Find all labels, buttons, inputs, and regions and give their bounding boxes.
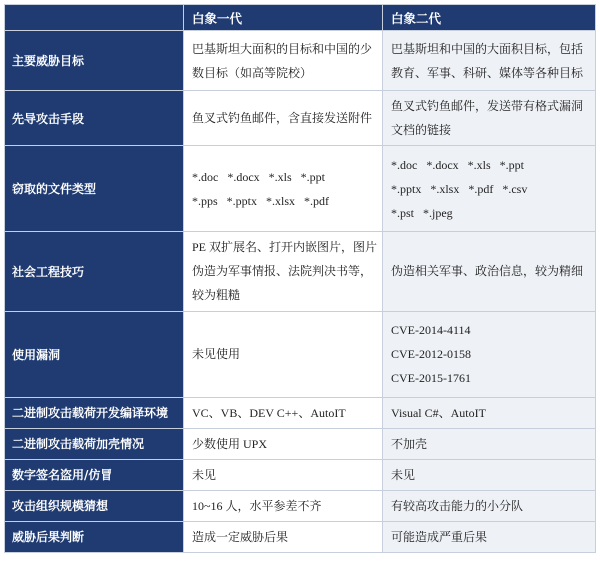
gen2-cell-line: *.doc *.docx *.xls *.ppt xyxy=(391,157,524,172)
gen2-cell xyxy=(383,397,596,428)
gen1-cell-line: 较为粗糙 xyxy=(192,288,241,303)
gen1-cell xyxy=(184,397,383,428)
gen2-cell xyxy=(383,490,596,521)
header-row xyxy=(5,5,596,31)
gen2-cell-line: *.pst *.jpeg xyxy=(391,205,453,220)
gen1-cell xyxy=(184,232,383,311)
row-label: 二进制攻击载荷加壳情况 xyxy=(5,428,184,459)
gen2-cell-line: 巴基斯坦和中国的大面积目标，包括 xyxy=(391,41,584,56)
table-row xyxy=(5,490,596,521)
row-label: 数字签名盗用/仿冒 xyxy=(5,459,184,490)
gen2-cell-line: CVE-2012-0158 xyxy=(391,347,471,362)
gen1-cell-line: 未见使用 xyxy=(192,347,241,362)
row-label: 主要威胁目标 xyxy=(5,31,184,91)
gen1-cell xyxy=(184,311,383,397)
header-gen2: 白象二代 xyxy=(383,5,596,31)
gen2-cell xyxy=(383,91,596,146)
table-row xyxy=(5,31,596,91)
gen2-cell-line: 有较高攻击能力的小分队 xyxy=(391,498,524,513)
row-label: 二进制攻击载荷开发编译环境 xyxy=(5,397,184,428)
row-label: 攻击组织规模猜想 xyxy=(5,490,184,521)
gen1-cell-line: 10~16 人，水平参差不齐 xyxy=(192,498,322,513)
gen2-cell-line: Visual C#、AutoIT xyxy=(391,405,486,420)
row-label: 窃取的文件类型 xyxy=(5,146,184,232)
gen2-cell xyxy=(383,521,596,552)
gen1-cell-line: 伪造为军事情报、法院判决书等， xyxy=(192,264,373,279)
table-row xyxy=(5,232,596,311)
gen1-cell xyxy=(184,521,383,552)
gen1-cell-line: *.pps *.pptx *.xlsx *.pdf xyxy=(192,193,330,208)
table-row xyxy=(5,459,596,490)
gen2-cell xyxy=(383,31,596,91)
gen1-cell xyxy=(184,428,383,459)
gen1-cell xyxy=(184,146,383,232)
gen1-cell-line: *.doc *.docx *.xls *.ppt xyxy=(192,169,325,184)
gen2-cell-line: CVE-2015-1761 xyxy=(391,371,471,386)
gen1-cell xyxy=(184,459,383,490)
gen1-cell-line: PE 双扩展名、打开内嵌图片，图片 xyxy=(192,240,378,255)
gen2-cell-line: 教育、军事、科研、媒体等各种目标 xyxy=(391,65,584,80)
table-row xyxy=(5,428,596,459)
row-label: 先导攻击手段 xyxy=(5,91,184,146)
gen2-cell xyxy=(383,428,596,459)
gen2-cell-line: 未见 xyxy=(391,467,416,482)
comparison-table xyxy=(4,4,596,553)
gen1-cell-line: 未见 xyxy=(192,467,217,482)
gen1-cell-line: 鱼叉式钓鱼邮件，含直接发送附件 xyxy=(192,111,373,126)
row-label: 威胁后果判断 xyxy=(5,521,184,552)
gen1-cell-line: VC、VB、DEV C++、AutoIT xyxy=(192,405,346,420)
gen2-cell-line: CVE-2014-4114 xyxy=(391,323,471,338)
table-row xyxy=(5,91,596,146)
gen1-cell xyxy=(184,490,383,521)
gen2-cell-line: 可能造成严重后果 xyxy=(391,529,488,544)
header-gen1: 白象一代 xyxy=(184,5,383,31)
gen1-cell-line: 数目标（如高等院校） xyxy=(192,65,313,80)
table-row xyxy=(5,521,596,552)
gen2-cell xyxy=(383,146,596,232)
table-row xyxy=(5,146,596,232)
gen2-cell-line: 伪造相关军事、政治信息，较为精细 xyxy=(391,264,584,279)
gen1-cell xyxy=(184,91,383,146)
gen2-cell-line: 鱼叉式钓鱼邮件，发送带有格式漏洞 xyxy=(391,99,584,114)
gen2-cell xyxy=(383,232,596,311)
gen2-cell xyxy=(383,311,596,397)
gen2-cell-line: 不加壳 xyxy=(391,436,428,451)
gen2-cell-line: 文档的链接 xyxy=(391,123,452,138)
gen1-cell-line: 少数使用 UPX xyxy=(192,436,268,451)
gen2-cell-line: *.pptx *.xlsx *.pdf *.csv xyxy=(391,181,528,196)
row-label: 使用漏洞 xyxy=(5,311,184,397)
gen1-cell xyxy=(184,31,383,91)
gen1-cell-line: 造成一定威胁后果 xyxy=(192,529,289,544)
table-row xyxy=(5,397,596,428)
gen2-cell xyxy=(383,459,596,490)
header-blank-cell xyxy=(5,5,184,31)
table-row xyxy=(5,311,596,397)
row-label: 社会工程技巧 xyxy=(5,232,184,311)
gen1-cell-line: 巴基斯坦大面积的目标和中国的少 xyxy=(192,41,373,56)
